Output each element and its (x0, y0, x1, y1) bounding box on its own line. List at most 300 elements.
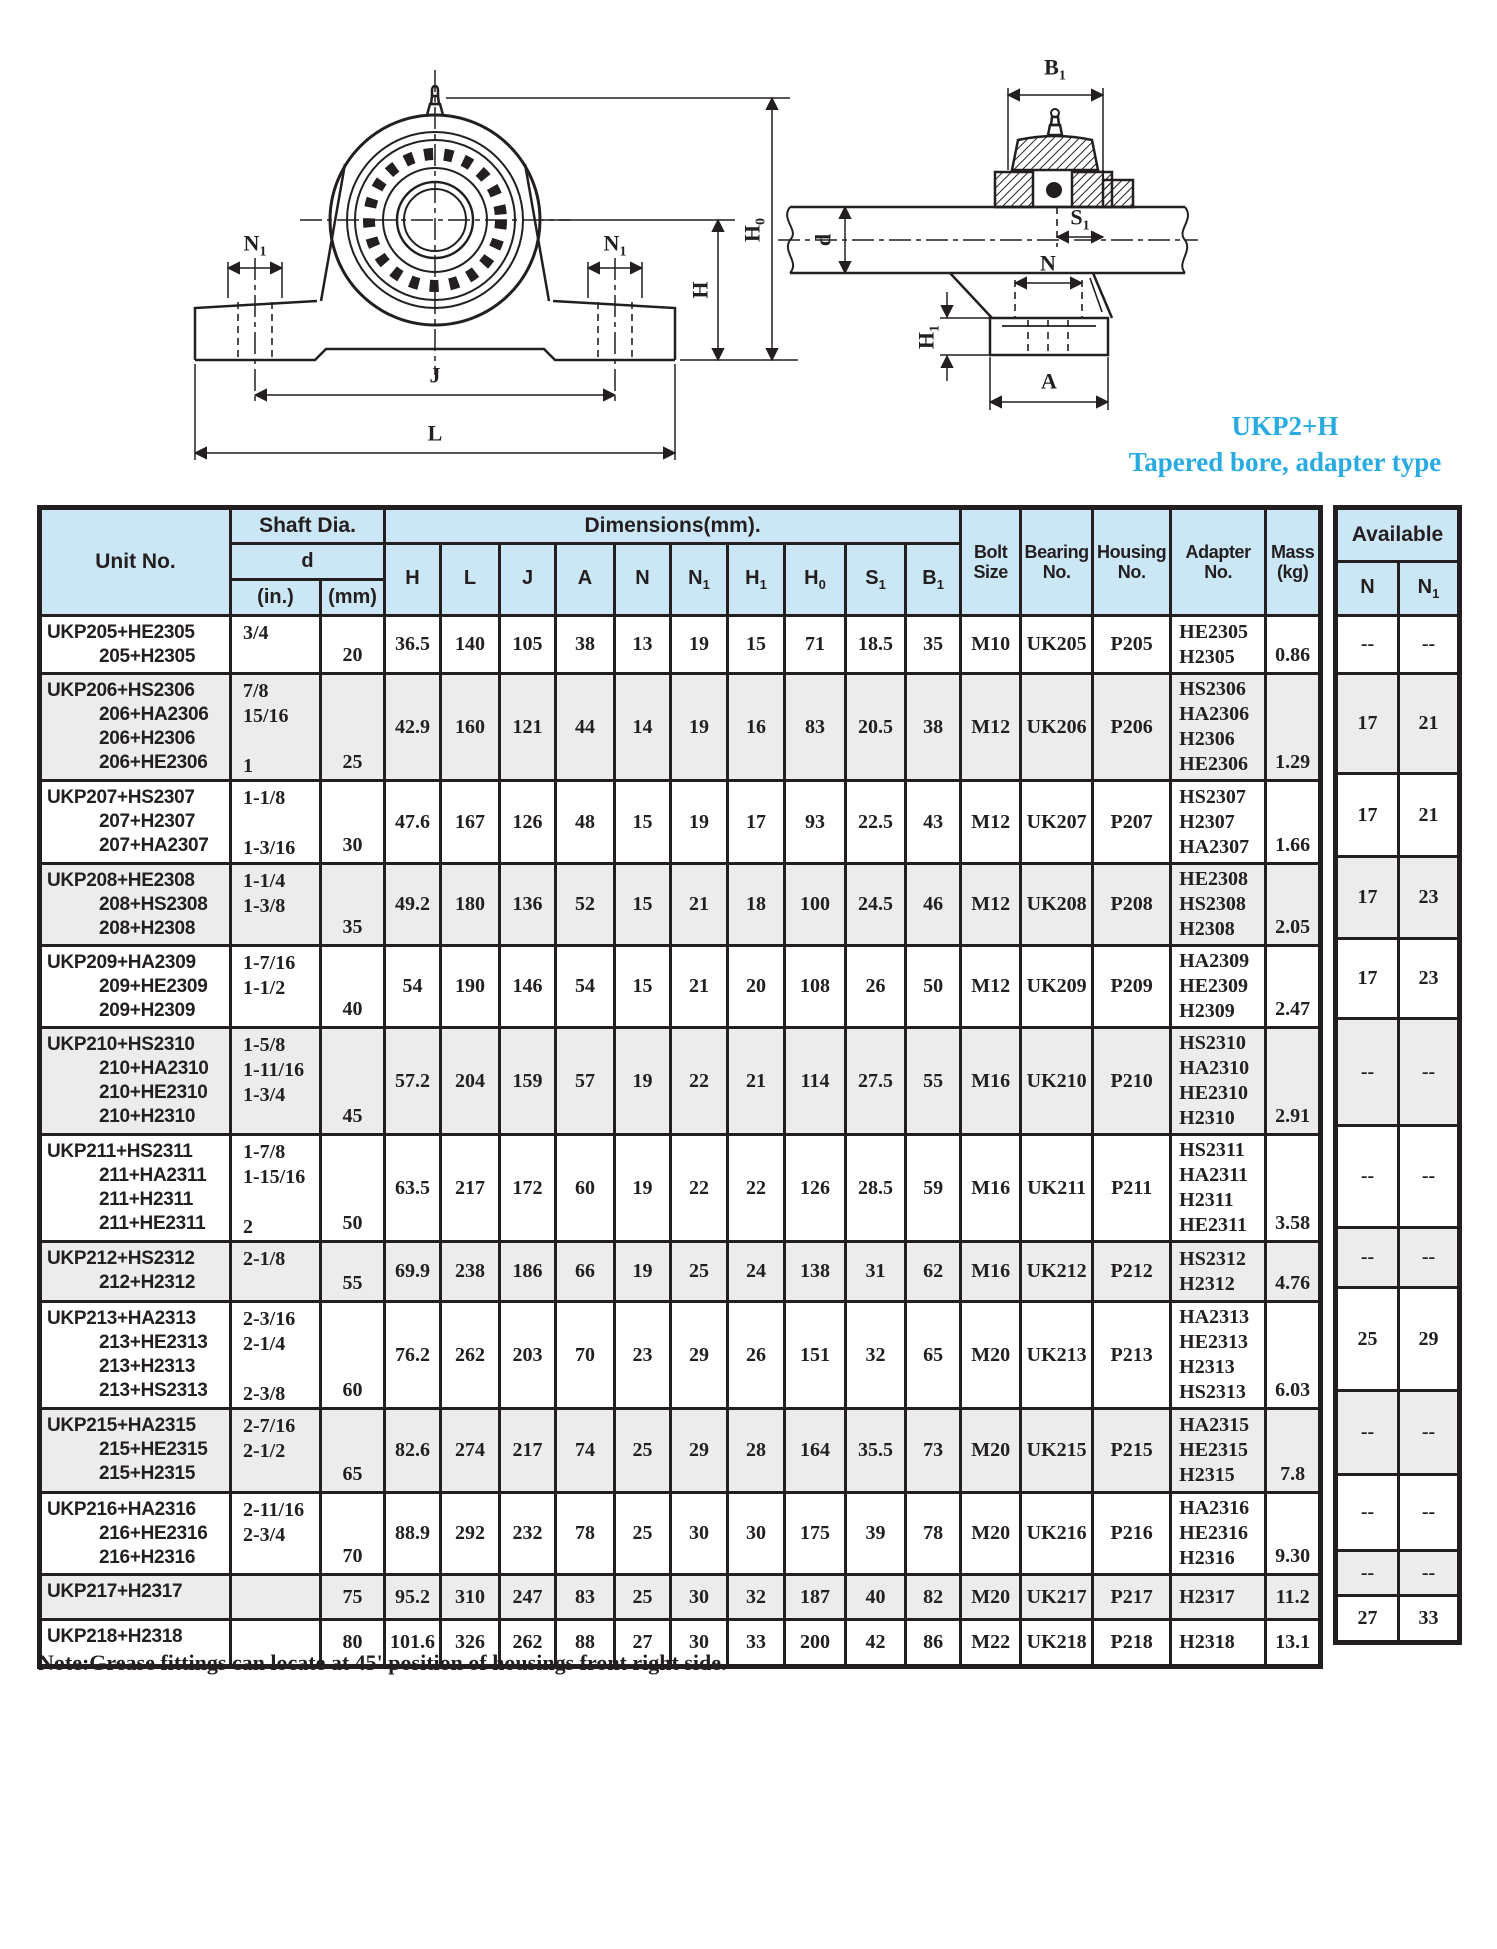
adapter-no-line: H2306 (1179, 728, 1235, 750)
dim-value-cell: 200 (785, 1620, 846, 1667)
mass-cell: 11.2 (1266, 1575, 1321, 1620)
dim-value-cell: 62 (906, 1242, 961, 1302)
mass-cell: 2.47 (1266, 946, 1321, 1028)
dim-value-cell: 82 (906, 1575, 961, 1620)
dim-value-cell: 44 (556, 674, 615, 781)
available-n-cell: 17 (1336, 857, 1399, 939)
header-dim-n1: $N_1$ (671, 544, 728, 616)
shaft-in-cell (231, 1302, 321, 1409)
adapter-no-cell (1171, 616, 1266, 674)
dim-value-cell: 167 (441, 781, 500, 864)
adapter-no-line: HE2315 (1179, 1439, 1249, 1461)
dim-value-cell: 78 (556, 1493, 615, 1575)
dim-value-cell: 22 (671, 1028, 728, 1135)
available-n-cell: -- (1336, 1391, 1399, 1475)
dim-value-cell: 29 (671, 1302, 728, 1409)
bolt-size-cell: M20 (961, 1575, 1021, 1620)
dim-label-n1-right: $N_1$ (603, 230, 627, 260)
header-d: d (231, 544, 385, 580)
dim-value-cell: 17 (728, 781, 785, 864)
available-n-cell: 27 (1336, 1596, 1399, 1643)
available-n-cell: -- (1336, 1126, 1399, 1228)
dim-value-cell: 15 (615, 781, 671, 864)
available-n1-cell: -- (1399, 1019, 1460, 1126)
adapter-no-line: H2317 (1179, 1585, 1235, 1608)
shaft-in-line: 2-1/4 (243, 1333, 286, 1355)
mass-cell: 13.1 (1266, 1620, 1321, 1667)
shaft-in-line: 2-1/2 (243, 1440, 286, 1462)
header-dim-h1: $H_1$ (728, 544, 785, 616)
shaft-in-line: 2-11/16 (243, 1499, 305, 1521)
unit-no-line: UKP215+HA2315 (47, 1415, 196, 1436)
shaft-in-cell (231, 616, 321, 674)
housing-no-cell: P207 (1093, 781, 1171, 864)
dim-value-cell: 46 (906, 864, 961, 946)
dim-value-cell: 19 (671, 616, 728, 674)
shaft-in-cell (231, 781, 321, 864)
adapter-no-line: HE2306 (1179, 753, 1249, 775)
dim-value-cell: 16 (728, 674, 785, 781)
dim-value-cell: 204 (441, 1028, 500, 1135)
dim-value-cell: 21 (671, 946, 728, 1028)
bearing-no-cell: UK205 (1021, 616, 1093, 674)
unit-no-line: UKP217+H2317 (47, 1581, 183, 1602)
available-row (1336, 1391, 1460, 1475)
available-n-cell: -- (1336, 1551, 1399, 1596)
adapter-no-line: HA2309 (1179, 950, 1250, 972)
dim-value-cell: 86 (906, 1620, 961, 1667)
dim-value-cell: 28 (728, 1409, 785, 1493)
adapter-no-line: HS2311 (1179, 1139, 1245, 1161)
dim-value-cell: 48 (556, 781, 615, 864)
dim-value-cell: 24.5 (846, 864, 906, 946)
unit-no-line: 209+HE2309 (99, 976, 208, 997)
dim-value-cell: 326 (441, 1620, 500, 1667)
unit-no-cell (40, 1575, 231, 1620)
unit-no-cell (40, 1409, 231, 1493)
available-row (1336, 1475, 1460, 1551)
available-row (1336, 857, 1460, 939)
unit-no-line: 205+H2305 (99, 646, 196, 667)
spec-row (40, 781, 1321, 864)
bearing-no-cell: UK209 (1021, 946, 1093, 1028)
unit-no-cell (40, 864, 231, 946)
dim-value-cell: 82.6 (385, 1409, 441, 1493)
dim-value-cell: 32 (846, 1302, 906, 1409)
available-row (1336, 674, 1460, 774)
bolt-size-cell: M12 (961, 674, 1021, 781)
shaft-in-cell (231, 674, 321, 781)
available-n-cell: 17 (1336, 774, 1399, 857)
dim-value-cell: 14 (615, 674, 671, 781)
shaft-in-cell (231, 1493, 321, 1575)
unit-no-cell (40, 616, 231, 674)
dim-value-cell: 40 (846, 1575, 906, 1620)
header-shaft-dia: Shaft Dia. (231, 508, 385, 544)
header-avail-n1: $N_1$ (1399, 562, 1460, 616)
dim-label-h0: $H_0$ (739, 217, 769, 243)
adapter-no-line: H2311 (1179, 1189, 1234, 1211)
adapter-no-line: HE2316 (1179, 1522, 1249, 1544)
dim-value-cell: 100 (785, 864, 846, 946)
dim-value-cell: 28.5 (846, 1135, 906, 1242)
available-row (1336, 616, 1460, 674)
spec-table-header (40, 508, 1321, 616)
unit-no-line: 207+H2307 (99, 811, 196, 832)
shaft-in-line: 1-15/16 (243, 1166, 306, 1188)
available-row (1336, 1288, 1460, 1391)
spec-table (37, 505, 1323, 1669)
dim-label-n: N (1040, 250, 1056, 276)
spec-row (40, 946, 1321, 1028)
dim-value-cell: 108 (785, 946, 846, 1028)
adapter-no-cell (1171, 781, 1266, 864)
shaft-in-cell (231, 864, 321, 946)
header-dim-a: A (556, 544, 615, 616)
dim-value-cell: 274 (441, 1409, 500, 1493)
dim-value-cell: 83 (556, 1575, 615, 1620)
dim-value-cell: 30 (671, 1620, 728, 1667)
dim-value-cell: 247 (500, 1575, 556, 1620)
adapter-no-line: H2308 (1179, 918, 1235, 940)
spec-row (40, 1409, 1321, 1493)
housing-no-cell: P208 (1093, 864, 1171, 946)
shaft-in-line: 1-3/16 (243, 837, 296, 859)
housing-no-cell: P215 (1093, 1409, 1171, 1493)
dim-value-cell: 19 (671, 781, 728, 864)
unit-no-line: UKP205+HE2305 (47, 622, 195, 643)
dim-value-cell: 15 (615, 946, 671, 1028)
shaft-in-line: 7/8 (243, 680, 269, 702)
header-adapter-no: Adapter No. (1171, 508, 1266, 616)
bolt-size-cell: M20 (961, 1493, 1021, 1575)
shaft-in-line: 1-1/4 (243, 870, 286, 892)
available-n1-cell: -- (1399, 1228, 1460, 1288)
dim-value-cell: 126 (500, 781, 556, 864)
dim-value-cell: 22 (671, 1135, 728, 1242)
shaft-in-line: 1-11/16 (243, 1059, 305, 1081)
adapter-no-line: HA2316 (1179, 1497, 1250, 1519)
dim-value-cell: 66 (556, 1242, 615, 1302)
mass-cell: 1.66 (1266, 781, 1321, 864)
adapter-no-cell (1171, 946, 1266, 1028)
dim-label-d: d (810, 233, 836, 247)
available-row (1336, 1596, 1460, 1643)
header-dim-j: J (500, 544, 556, 616)
header-mm: (mm) (321, 580, 385, 616)
dim-value-cell: 49.2 (385, 864, 441, 946)
adapter-no-line: HA2310 (1179, 1057, 1250, 1079)
bearing-no-cell: UK218 (1021, 1620, 1093, 1667)
dim-value-cell: 172 (500, 1135, 556, 1242)
dim-value-cell: 310 (441, 1575, 500, 1620)
dim-value-cell: 217 (500, 1409, 556, 1493)
available-row (1336, 1126, 1460, 1228)
shaft-mm-cell: 35 (321, 864, 385, 946)
series-title (1085, 408, 1485, 480)
header-dim-l: L (441, 544, 500, 616)
dim-value-cell: 88 (556, 1620, 615, 1667)
unit-no-line: UKP216+HA2316 (47, 1499, 196, 1520)
adapter-no-cell (1171, 1620, 1266, 1667)
series-title-line2: Tapered bore, adapter type (1128, 447, 1442, 477)
housing-no-cell: P205 (1093, 616, 1171, 674)
unit-no-line: 206+HA2306 (99, 704, 209, 725)
unit-no-line: 211+HE2311 (99, 1213, 206, 1234)
available-n-cell: 17 (1336, 939, 1399, 1019)
available-table-header (1336, 508, 1460, 616)
dim-value-cell: 30 (728, 1493, 785, 1575)
unit-no-line: UKP212+HS2312 (47, 1248, 195, 1269)
mass-cell: 9.30 (1266, 1493, 1321, 1575)
unit-no-line: 210+H2310 (99, 1106, 196, 1127)
header-dim-h0: $H_0$ (785, 544, 846, 616)
dim-value-cell: 138 (785, 1242, 846, 1302)
available-n1-cell: -- (1399, 1391, 1460, 1475)
unit-no-cell (40, 1028, 231, 1135)
shaft-in-line: 1-1/8 (243, 787, 286, 809)
dim-value-cell: 47.6 (385, 781, 441, 864)
adapter-no-line: HE2310 (1179, 1082, 1249, 1104)
shaft-mm-cell: 70 (321, 1493, 385, 1575)
bolt-size-cell: M12 (961, 946, 1021, 1028)
available-n1-cell: 21 (1399, 774, 1460, 857)
shaft-in-line: 1-7/8 (243, 1141, 286, 1163)
unit-no-line: 210+HA2310 (99, 1058, 209, 1079)
bolt-size-cell: M16 (961, 1242, 1021, 1302)
unit-no-cell (40, 781, 231, 864)
dim-value-cell: 42.9 (385, 674, 441, 781)
unit-no-line: UKP208+HE2308 (47, 870, 195, 891)
dim-value-cell: 175 (785, 1493, 846, 1575)
shaft-in-line: 2-7/16 (243, 1415, 296, 1437)
dim-value-cell: 262 (441, 1302, 500, 1409)
mass-cell: 6.03 (1266, 1302, 1321, 1409)
dim-value-cell: 29 (671, 1409, 728, 1493)
adapter-no-line: H2318 (1179, 1631, 1235, 1653)
bearing-no-cell: UK211 (1021, 1135, 1093, 1242)
adapter-no-cell (1171, 1242, 1266, 1302)
bearing-no-cell: UK208 (1021, 864, 1093, 946)
spec-row (40, 1302, 1321, 1409)
spec-row (40, 1135, 1321, 1242)
shaft-mm-cell: 50 (321, 1135, 385, 1242)
spec-row (40, 1028, 1321, 1135)
available-row (1336, 939, 1460, 1019)
available-n1-cell: 23 (1399, 857, 1460, 939)
dim-value-cell: 83 (785, 674, 846, 781)
shaft-in-line: 1-5/8 (243, 1034, 286, 1056)
adapter-no-cell (1171, 1302, 1266, 1409)
housing-no-cell: P210 (1093, 1028, 1171, 1135)
dim-value-cell: 38 (556, 616, 615, 674)
header-avail-n: N (1336, 562, 1399, 616)
shaft-in-line (243, 1190, 319, 1215)
adapter-no-line: H2307 (1179, 810, 1235, 833)
shaft-mm-cell: 60 (321, 1302, 385, 1409)
header-dim-s1: $S_1$ (846, 544, 906, 616)
header-dim-n: N (615, 544, 671, 616)
dim-value-cell: 114 (785, 1028, 846, 1135)
dim-value-cell: 136 (500, 864, 556, 946)
bearing-no-cell: UK207 (1021, 781, 1093, 864)
unit-no-line: 206+H2306 (99, 728, 196, 749)
unit-no-line: UKP207+HS2307 (47, 787, 195, 808)
dim-value-cell: 22.5 (846, 781, 906, 864)
unit-no-line: UKP209+HA2309 (47, 952, 196, 973)
dim-value-cell: 30 (671, 1575, 728, 1620)
dim-value-cell: 19 (615, 1135, 671, 1242)
unit-no-line: 210+HE2310 (99, 1082, 208, 1103)
unit-no-cell (40, 946, 231, 1028)
header-unit-no: Unit No. (40, 508, 231, 616)
shaft-in-cell (231, 946, 321, 1028)
bolt-size-cell: M16 (961, 1028, 1021, 1135)
bolt-size-cell: M12 (961, 781, 1021, 864)
dim-value-cell: 25 (615, 1575, 671, 1620)
bolt-size-cell: M12 (961, 864, 1021, 946)
dim-label-h1: $H_1$ (913, 324, 943, 350)
dim-value-cell: 27 (615, 1620, 671, 1667)
available-n-cell: -- (1336, 1228, 1399, 1288)
housing-no-cell: P211 (1093, 1135, 1171, 1242)
available-n1-cell: 21 (1399, 674, 1460, 774)
dim-value-cell: 262 (500, 1620, 556, 1667)
dim-value-cell: 55 (906, 1028, 961, 1135)
adapter-no-line: H2305 (1179, 645, 1235, 668)
dim-label-l: L (427, 420, 443, 446)
adapter-no-line: HS2310 (1179, 1032, 1246, 1054)
unit-no-line: 212+H2312 (99, 1272, 196, 1293)
dim-value-cell: 18 (728, 864, 785, 946)
shaft-in-cell (231, 1242, 321, 1302)
available-n1-cell: 33 (1399, 1596, 1460, 1643)
dim-value-cell: 18.5 (846, 616, 906, 674)
unit-no-line: 211+HA2311 (99, 1165, 207, 1186)
dim-value-cell: 20.5 (846, 674, 906, 781)
spec-row (40, 864, 1321, 946)
dim-value-cell: 19 (615, 1028, 671, 1135)
shaft-in-line: 1-3/4 (243, 1084, 286, 1106)
header-dim-h: H (385, 544, 441, 616)
dim-value-cell: 93 (785, 781, 846, 864)
bolt-size-cell: M16 (961, 1135, 1021, 1242)
housing-no-cell: P216 (1093, 1493, 1171, 1575)
shaft-in-line: 2-1/8 (243, 1248, 286, 1270)
dim-value-cell: 151 (785, 1302, 846, 1409)
mass-cell: 2.91 (1266, 1028, 1321, 1135)
spec-row (40, 674, 1321, 781)
adapter-no-line: HA2315 (1179, 1414, 1250, 1436)
dim-value-cell: 13 (615, 616, 671, 674)
dim-label-a: A (1041, 368, 1057, 394)
shaft-in-cell (231, 1028, 321, 1135)
available-n1-cell: -- (1399, 1551, 1460, 1596)
shaft-mm-cell: 45 (321, 1028, 385, 1135)
unit-no-line: 215+H2315 (99, 1463, 196, 1484)
housing-no-cell: P217 (1093, 1575, 1171, 1620)
unit-no-line: 213+H2313 (99, 1356, 196, 1377)
adapter-no-line: HE2311 (1179, 1214, 1247, 1236)
dim-value-cell: 180 (441, 864, 500, 946)
dim-value-cell: 21 (728, 1028, 785, 1135)
available-n1-cell: -- (1399, 616, 1460, 674)
shaft-in-line: 2 (243, 1216, 253, 1238)
dim-value-cell: 22 (728, 1135, 785, 1242)
shaft-in-line: 3/4 (243, 622, 269, 644)
dim-label-j: J (429, 362, 441, 388)
dim-value-cell: 38 (906, 674, 961, 781)
dim-value-cell: 26 (846, 946, 906, 1028)
dim-value-cell: 19 (615, 1242, 671, 1302)
dim-value-cell: 24 (728, 1242, 785, 1302)
mass-cell: 7.8 (1266, 1409, 1321, 1493)
shaft-in-line (243, 811, 319, 836)
adapter-no-cell (1171, 1575, 1266, 1620)
dim-value-cell: 88.9 (385, 1493, 441, 1575)
header-in: (in.) (231, 580, 321, 616)
dim-value-cell: 187 (785, 1575, 846, 1620)
dim-value-cell: 63.5 (385, 1135, 441, 1242)
shaft-in-line (243, 1357, 319, 1382)
unit-no-line: 215+HE2315 (99, 1439, 208, 1460)
series-title-line1: UKP2+H (1231, 411, 1339, 441)
adapter-no-line: HA2313 (1179, 1306, 1250, 1328)
housing-no-cell: P206 (1093, 674, 1171, 781)
mass-cell: 0.86 (1266, 616, 1321, 674)
available-n-cell: -- (1336, 616, 1399, 674)
dim-value-cell: 59 (906, 1135, 961, 1242)
adapter-no-cell (1171, 1028, 1266, 1135)
shaft-mm-cell: 40 (321, 946, 385, 1028)
dim-value-cell: 74 (556, 1409, 615, 1493)
dim-value-cell: 57.2 (385, 1028, 441, 1135)
dim-value-cell: 238 (441, 1242, 500, 1302)
dim-value-cell: 20 (728, 946, 785, 1028)
header-mass: Mass (kg) (1266, 508, 1321, 616)
dim-value-cell: 190 (441, 946, 500, 1028)
adapter-no-cell (1171, 1409, 1266, 1493)
shaft-in-line: 1 (243, 755, 253, 777)
adapter-no-line: HE2313 (1179, 1331, 1249, 1353)
note-text: Note:Grease fittings can locate at 45' position of housings front right side. (38, 1650, 727, 1675)
header-bolt-size: Bolt Size (961, 508, 1021, 616)
dim-value-cell: 140 (441, 616, 500, 674)
unit-no-line: UKP211+HS2311 (47, 1141, 193, 1162)
available-row (1336, 774, 1460, 857)
dim-value-cell: 57 (556, 1028, 615, 1135)
shaft-in-line: 1-1/2 (243, 977, 286, 999)
shaft-in-line: 2-3/16 (243, 1308, 296, 1330)
bolt-size-cell: M20 (961, 1409, 1021, 1493)
available-n-cell: 17 (1336, 674, 1399, 774)
adapter-no-line: HE2305 (1179, 620, 1249, 643)
dim-value-cell: 95.2 (385, 1575, 441, 1620)
dim-value-cell: 203 (500, 1302, 556, 1409)
dim-value-cell: 217 (441, 1135, 500, 1242)
unit-no-line: UKP218+H2318 (47, 1626, 183, 1647)
unit-no-line: 213+HE2313 (99, 1332, 208, 1353)
shaft-mm-cell: 65 (321, 1409, 385, 1493)
available-n-cell: 25 (1336, 1288, 1399, 1391)
available-row (1336, 1019, 1460, 1126)
adapter-no-line: HE2308 (1179, 868, 1249, 890)
adapter-no-cell (1171, 1135, 1266, 1242)
dim-value-cell: 159 (500, 1028, 556, 1135)
adapter-no-cell (1171, 864, 1266, 946)
shaft-in-line: 15/16 (243, 705, 289, 727)
unit-no-line: 207+HA2307 (99, 835, 209, 856)
